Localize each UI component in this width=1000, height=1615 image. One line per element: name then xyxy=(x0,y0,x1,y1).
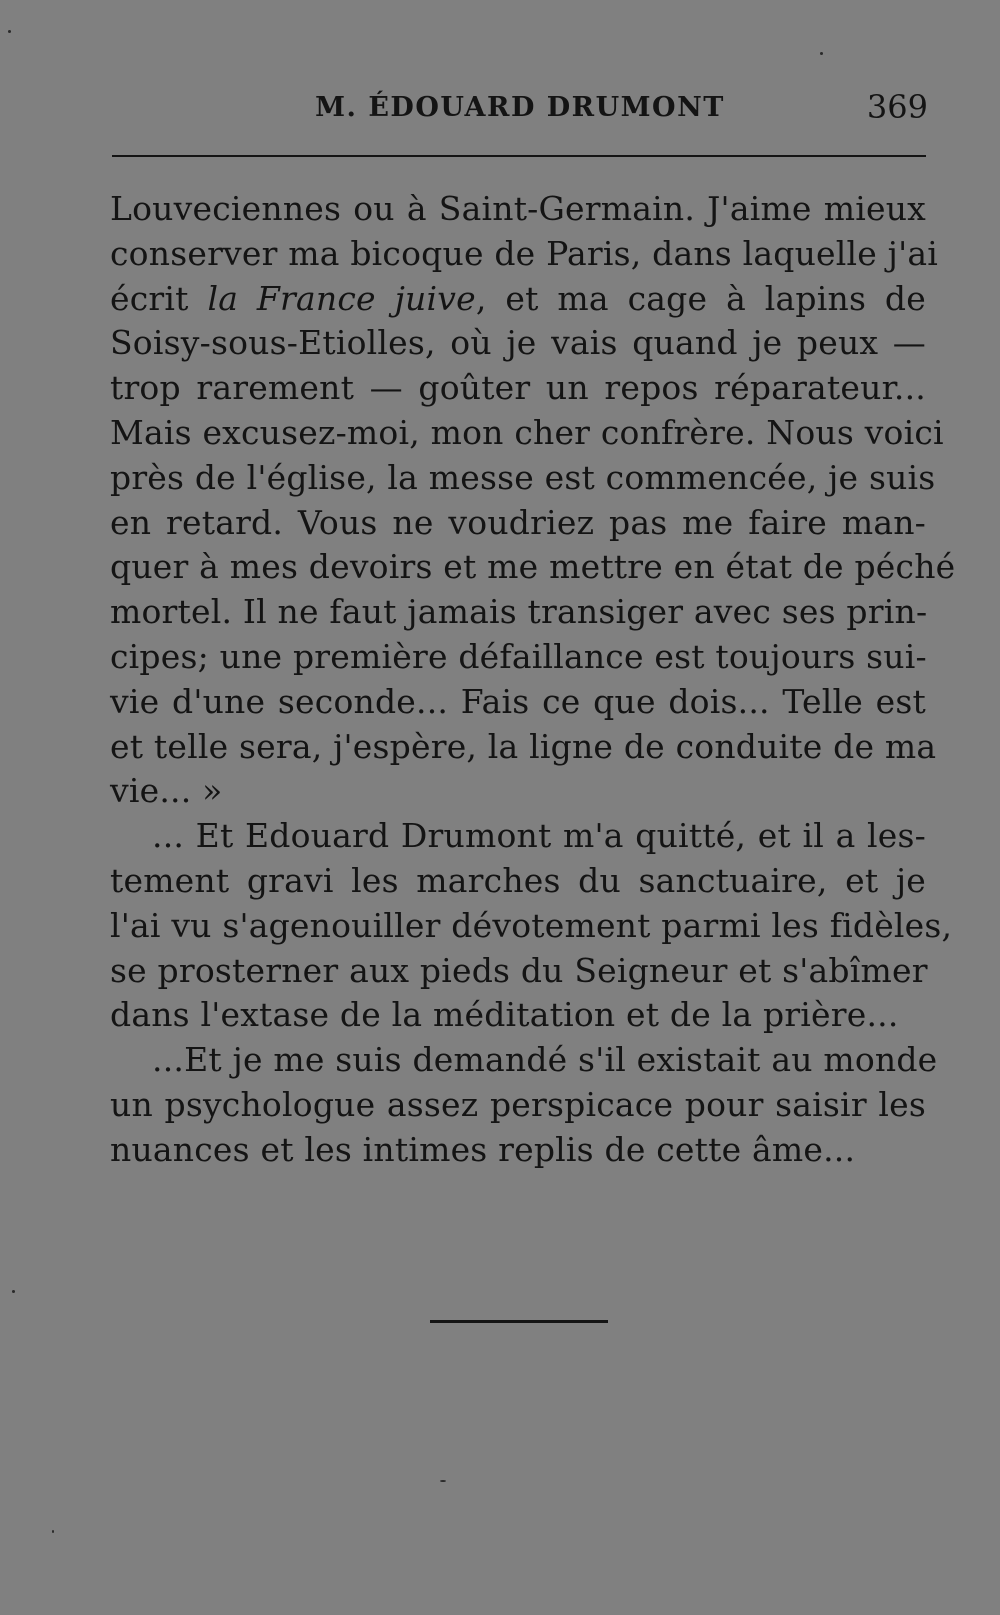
text-line-16: tement gravi les marches du sanctuaire, et je xyxy=(110,860,926,900)
text-line-3-start: écrit xyxy=(110,278,208,318)
paper-speck xyxy=(440,1480,446,1482)
text-line-22: nuances et les intimes replis de cette âme... xyxy=(110,1129,856,1169)
text-line-2: conserver ma bicoque de Paris, dans laquelle j'ai xyxy=(110,233,939,273)
text-line-3 xyxy=(110,277,926,322)
paper-speck xyxy=(820,52,823,55)
text-line-8: en retard. Vous ne voudriez pas me faire man- xyxy=(110,502,926,542)
text-line-3-rest: , et ma cage à lapins de xyxy=(475,278,926,318)
running-title: M. ÉDOUARD DRUMONT xyxy=(315,92,725,123)
text-line-20: ...Et je me suis demandé s'il existait au monde xyxy=(152,1040,938,1080)
text-line-4: Soisy-sous-Etiolles, où je vais quand je peux — xyxy=(110,323,926,363)
text-line-13: et telle sera, j'espère, la ligne de conduite de ma xyxy=(110,726,937,766)
text-line-18: se prosterner aux pieds du Seigneur et s'abîmer xyxy=(110,950,928,990)
paper-speck xyxy=(12,1290,15,1293)
text-line-17: l'ai vu s'agenouiller dévotement parmi les fidèles, xyxy=(110,905,953,945)
book-title-italic: la France juive xyxy=(207,278,476,318)
text-line-11: cipes; une première défaillance est toujours sui- xyxy=(110,636,927,676)
text-line-12: vie d'une seconde... Fais ce que dois... Telle est xyxy=(110,681,926,721)
text-line-14: vie... » xyxy=(110,771,223,811)
paper-speck xyxy=(52,1530,54,1533)
text-line-6: Mais excusez-moi, mon cher confrère. Nous voici xyxy=(110,412,944,452)
text-line-9: quer à mes devoirs et me mettre en état de péché xyxy=(110,547,956,587)
text-line-1: Louveciennes ou à Saint-Germain. J'aime mieux xyxy=(110,189,926,228)
paper-speck xyxy=(8,30,11,33)
text-line-5: trop rarement — goûter un repos réparateur... xyxy=(110,368,926,408)
text-line-21: un psychologue assez perspicace pour saisir les xyxy=(110,1084,926,1124)
end-rule xyxy=(430,1320,608,1323)
text-line-7: près de l'église, la messe est commencée, je suis xyxy=(110,457,936,497)
body-text xyxy=(110,187,956,1173)
page-number: 369 xyxy=(866,88,928,126)
text-line-15: ... Et Edouard Drumont m'a quitté, et il a les- xyxy=(152,816,926,856)
text-line-10: mortel. Il ne faut jamais transiger avec ses prin- xyxy=(110,592,928,632)
header-rule xyxy=(112,155,926,157)
running-head xyxy=(112,88,928,138)
text-line-19: dans l'extase de la méditation et de la prière... xyxy=(110,995,899,1035)
